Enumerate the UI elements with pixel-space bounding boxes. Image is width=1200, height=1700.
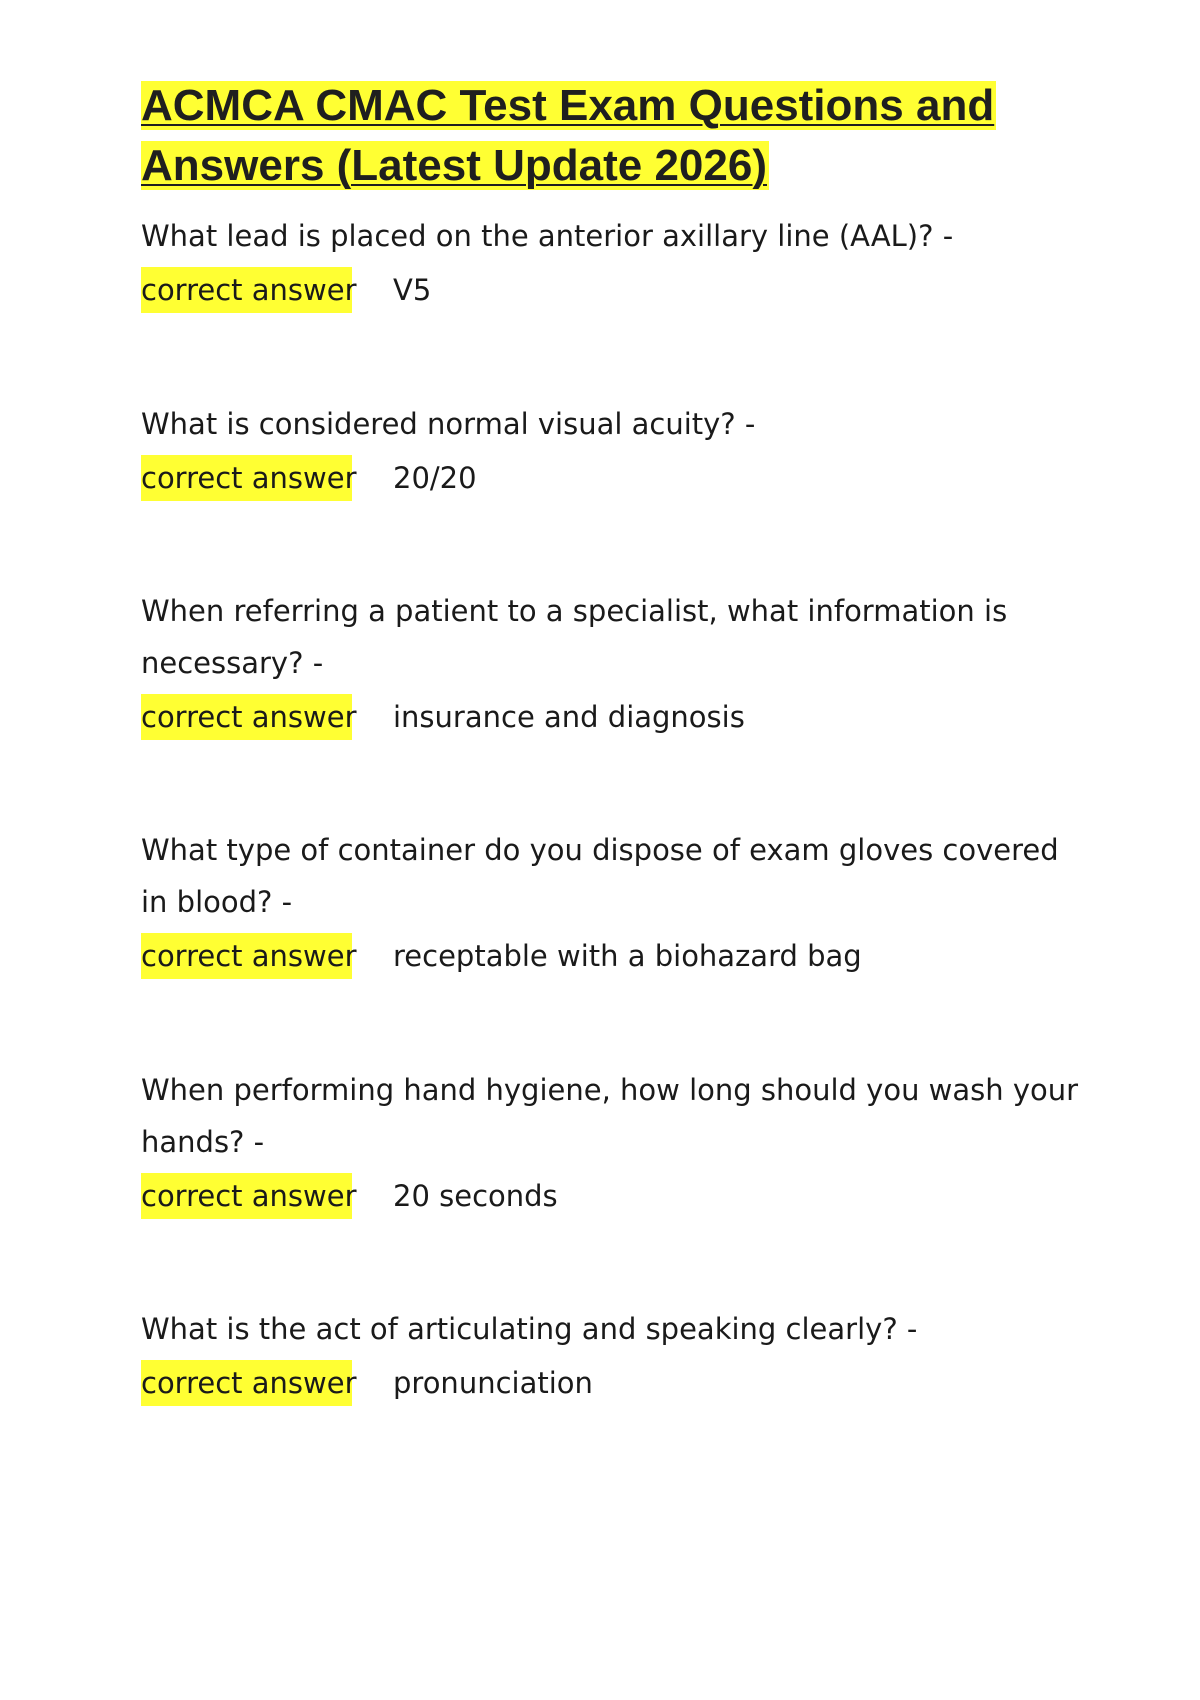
qa-item-4 bbox=[141, 824, 1081, 980]
qa-item-5 bbox=[141, 1064, 1081, 1220]
answer-text: V5 bbox=[393, 273, 432, 307]
document-title-text: ACMCA CMAC Test Exam Questions and Answers (Latest Update 2026) bbox=[141, 81, 995, 190]
answer-line bbox=[141, 1168, 1081, 1220]
answer-text: pronunciation bbox=[393, 1366, 593, 1400]
correct-answer-label: correct answer bbox=[141, 933, 352, 979]
document-title bbox=[141, 76, 1041, 196]
answer-line bbox=[141, 262, 1081, 314]
answer-line bbox=[141, 689, 1081, 741]
qa-item-1 bbox=[141, 210, 1081, 314]
answer-line bbox=[141, 450, 1081, 502]
question-text: What is the act of articulating and speaking clearly? - bbox=[141, 1312, 918, 1346]
qa-item-6 bbox=[141, 1303, 1081, 1407]
answer-text: 20/20 bbox=[393, 461, 477, 495]
answer-line bbox=[141, 1355, 1081, 1407]
answer-text: 20 seconds bbox=[393, 1179, 558, 1213]
question-text: When performing hand hygiene, how long should you wash your hands? - bbox=[141, 1073, 1079, 1159]
question-text: What is considered normal visual acuity? - bbox=[141, 407, 756, 441]
correct-answer-label: correct answer bbox=[141, 267, 352, 313]
qa-item-2 bbox=[141, 398, 1081, 502]
qa-item-3 bbox=[141, 585, 1081, 741]
correct-answer-label: correct answer bbox=[141, 694, 352, 740]
question-text: When referring a patient to a specialist, what information is necessary? - bbox=[141, 594, 1008, 680]
answer-text: insurance and diagnosis bbox=[393, 700, 745, 734]
correct-answer-label: correct answer bbox=[141, 455, 352, 501]
answer-text: receptable with a biohazard bag bbox=[393, 939, 862, 973]
correct-answer-label: correct answer bbox=[141, 1173, 352, 1219]
answer-line bbox=[141, 928, 1081, 980]
question-text: What type of container do you dispose of exam gloves covered in blood? - bbox=[141, 833, 1059, 919]
correct-answer-label: correct answer bbox=[141, 1360, 352, 1406]
question-text: What lead is placed on the anterior axillary line (AAL)? - bbox=[141, 219, 954, 253]
